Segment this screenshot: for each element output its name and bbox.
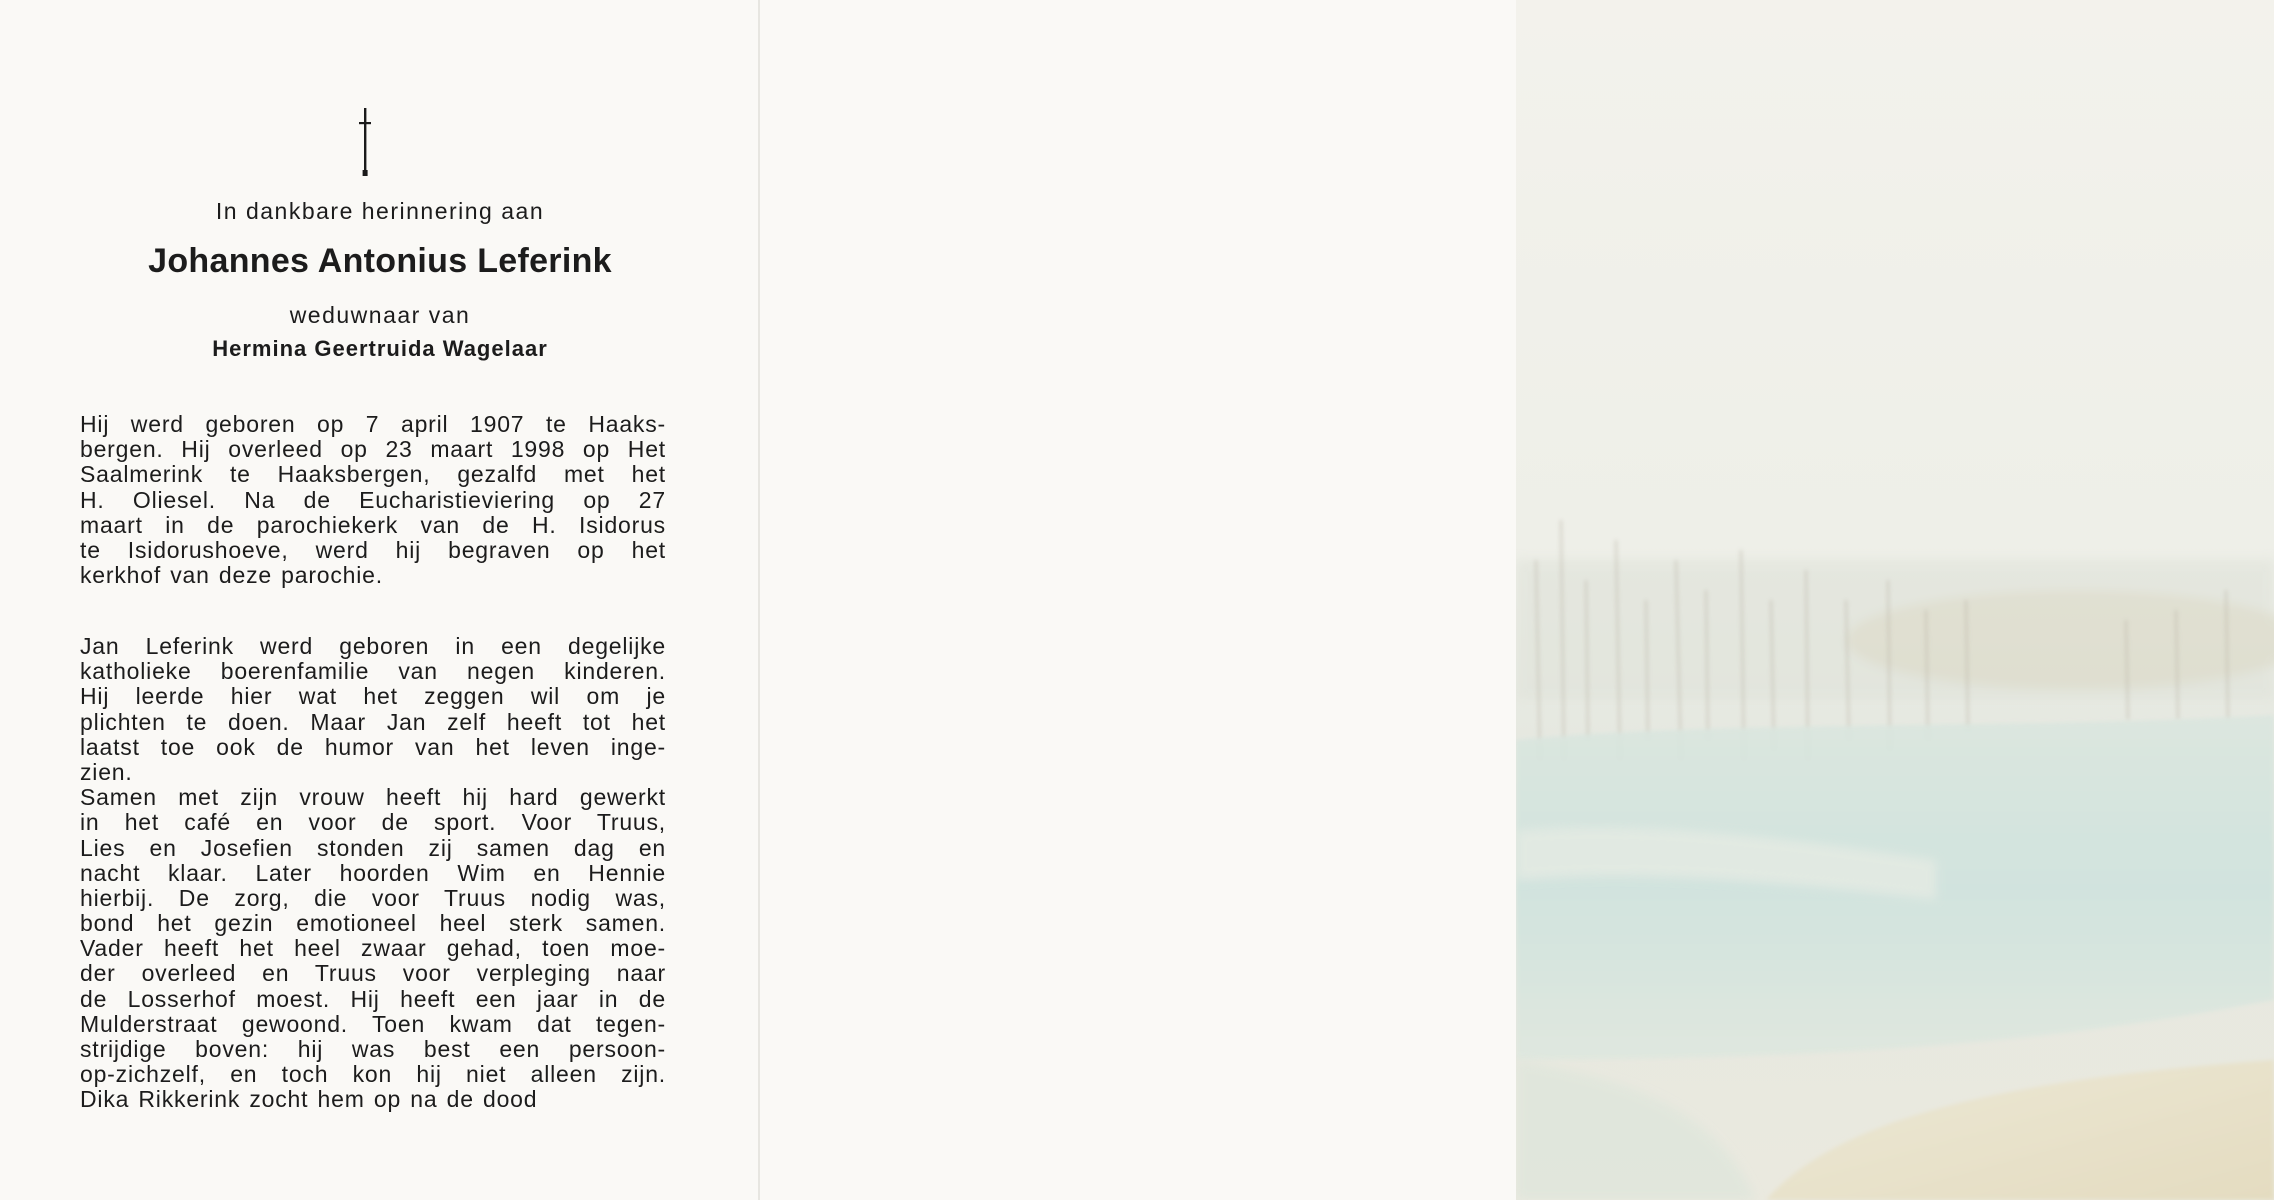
text-line: Mulderstraat gewoond. Toen kwam dat tegen- — [80, 1011, 666, 1037]
text-line: Vader heeft het heel zwaar gehad, toen moe- — [80, 936, 666, 962]
landscape-painting — [1516, 0, 2274, 1200]
text-line: H. Oliesel. Na de Eucharistieviering op 27 — [80, 487, 666, 513]
text-line: plichten te doen. Maar Jan zelf heeft tot het — [80, 709, 666, 735]
text-line: te Isidorushoeve, werd hij begraven op het — [80, 537, 666, 563]
text-line: katholieke boerenfamilie van negen kinderen. — [80, 659, 666, 685]
text-line: strijdige boven: hij was best een persoon- — [80, 1037, 666, 1062]
text-line: Samen met zijn vrouw heeft hij hard gewerkt — [80, 785, 666, 811]
text-line: nacht klaar. Later hoorden Wim en Hennie — [80, 860, 666, 886]
text-line: Hij leerde hier wat het zeggen wil om je — [80, 684, 666, 710]
painting-artwork — [1516, 0, 2274, 1200]
text-line: laatst toe ook de humor van het leven inge- — [80, 734, 666, 760]
left-panel — [0, 0, 758, 1200]
middle-panel — [760, 0, 1516, 1200]
text-line: Lies en Josefien stonden zij samen dag en — [80, 835, 666, 861]
text-line: bergen. Hij overleed op 23 maart 1998 op Het — [80, 437, 666, 463]
text-line: der overleed en Truus voor verpleging naar — [80, 961, 666, 987]
widower-label: weduwnaar van — [289, 302, 471, 328]
biography-paragraph-1 — [80, 412, 666, 588]
biography-paragraph-2 — [80, 634, 666, 1113]
cross-icon — [359, 108, 371, 176]
text-line: Hij werd geboren op 7 april 1907 te Haaks- — [80, 412, 666, 437]
text-line: Saalmerink te Haaksbergen, gezalfd met het — [80, 462, 666, 488]
spouse-name: Hermina Geertruida Wagelaar — [212, 336, 548, 361]
text-line: hierbij. De zorg, die voor Truus nodig was, — [80, 885, 666, 911]
text-line: op-zichzelf, en toch kon hij niet alleen zijn. — [80, 1062, 666, 1088]
deceased-name: Johannes Antonius Leferink — [148, 242, 612, 280]
text-line: kerkhof van deze parochie. — [80, 563, 383, 589]
text-line: de Losserhof moest. Hij heeft een jaar in de — [80, 986, 666, 1012]
intro-text: In dankbare herinnering aan — [215, 198, 545, 224]
text-line: zien. — [80, 759, 133, 785]
text-line: maart in de parochiekerk van de H. Isidorus — [80, 512, 666, 538]
text-line: bond het gezin emotioneel heel sterk samen. — [80, 911, 666, 937]
text-line: in het café en voor de sport. Voor Truus, — [80, 810, 666, 836]
text-line: Jan Leferink werd geboren in een degelijke — [80, 634, 666, 659]
text-line: Dika Rikkerink zocht hem op na de dood — [80, 1087, 538, 1113]
